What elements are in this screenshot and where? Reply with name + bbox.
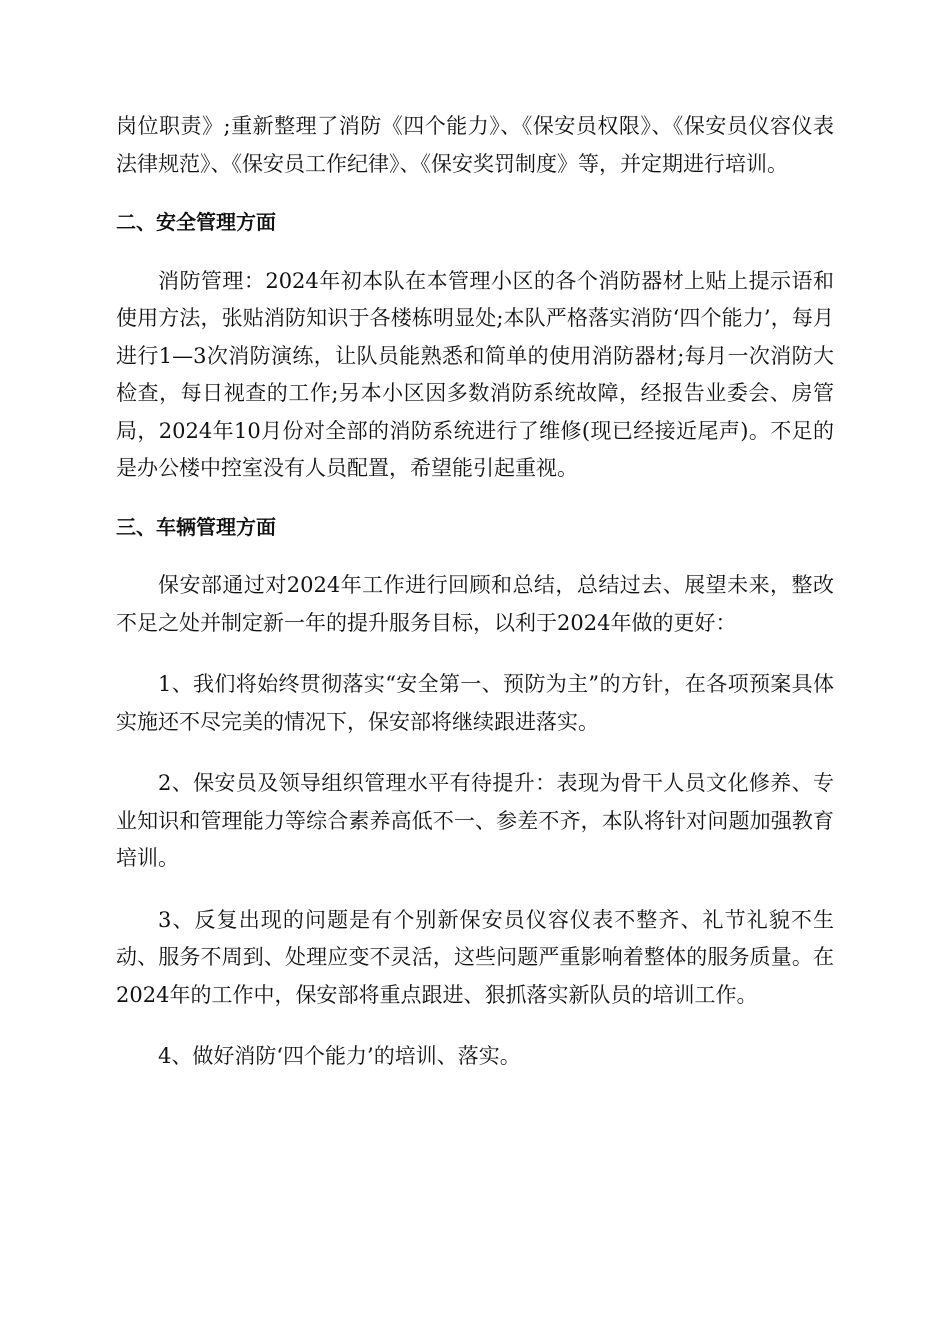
- fire-management-paragraph: 消防管理：2024年初本队在本管理小区的各个消防器材上贴上提示语和使用方法，张贴消防知识于各楼栋明显处;本队严格落实消防‘四个能力’，每月进行1—3次消防演练，让队员能熟悉和简单的使用消防器材;每月一次消防大检查，每日视查的工作;另本小区因多数消防系统故障，经报告业委会、房管局，2024年10月份对全部的消防系统进行了维修(现已经接近尾声)。不足的是办公楼中控室没有人员配置，希望能引起重视。: [116, 268, 834, 480]
- list-item-1: 1、我们将始终贯彻落实“安全第一、预防为主”的方针，在各项预案具体实施还不尽完美的情况下，保安部将继续跟进落实。: [116, 672, 834, 734]
- section-heading-safety: 二、安全管理方面: [116, 210, 276, 234]
- list-item-2: 2、保安员及领导组织管理水平有待提升：表现为骨干人员文化修养、专业知识和管理能力等综合素养高低不一、参差不齐，本队将针对问题加强教育培训。: [116, 771, 834, 870]
- list-item-4: 4、做好消防‘四个能力’的培训、落实。: [158, 1044, 521, 1068]
- list-item-3: 3、反复出现的问题是有个别新保安员仪容仪表不整齐、礼节礼貌不生动、服务不周到、处理应变不灵活，这些问题严重影响着整体的服务质量。在2024年的工作中，保安部将重点跟进、狠抓落实新队员的培训工作。: [116, 907, 834, 1007]
- section-heading-vehicles: 三、车辆管理方面: [116, 514, 276, 539]
- document-page: [116, 108, 834, 1076]
- review-paragraph: 保安部通过对2024年工作进行回顾和总结，总结过去、展望未来，整改不足之处并制定新一年的提升服务目标，以利于2024年做的更好：: [116, 573, 834, 635]
- intro-paragraph: 岗位职责》;重新整理了消防《四个能力》、《保安员权限》、《保安员仪容仪表法律规范》、《保安员工作纪律》、《保安奖罚制度》等，并定期进行培训。: [116, 114, 834, 176]
